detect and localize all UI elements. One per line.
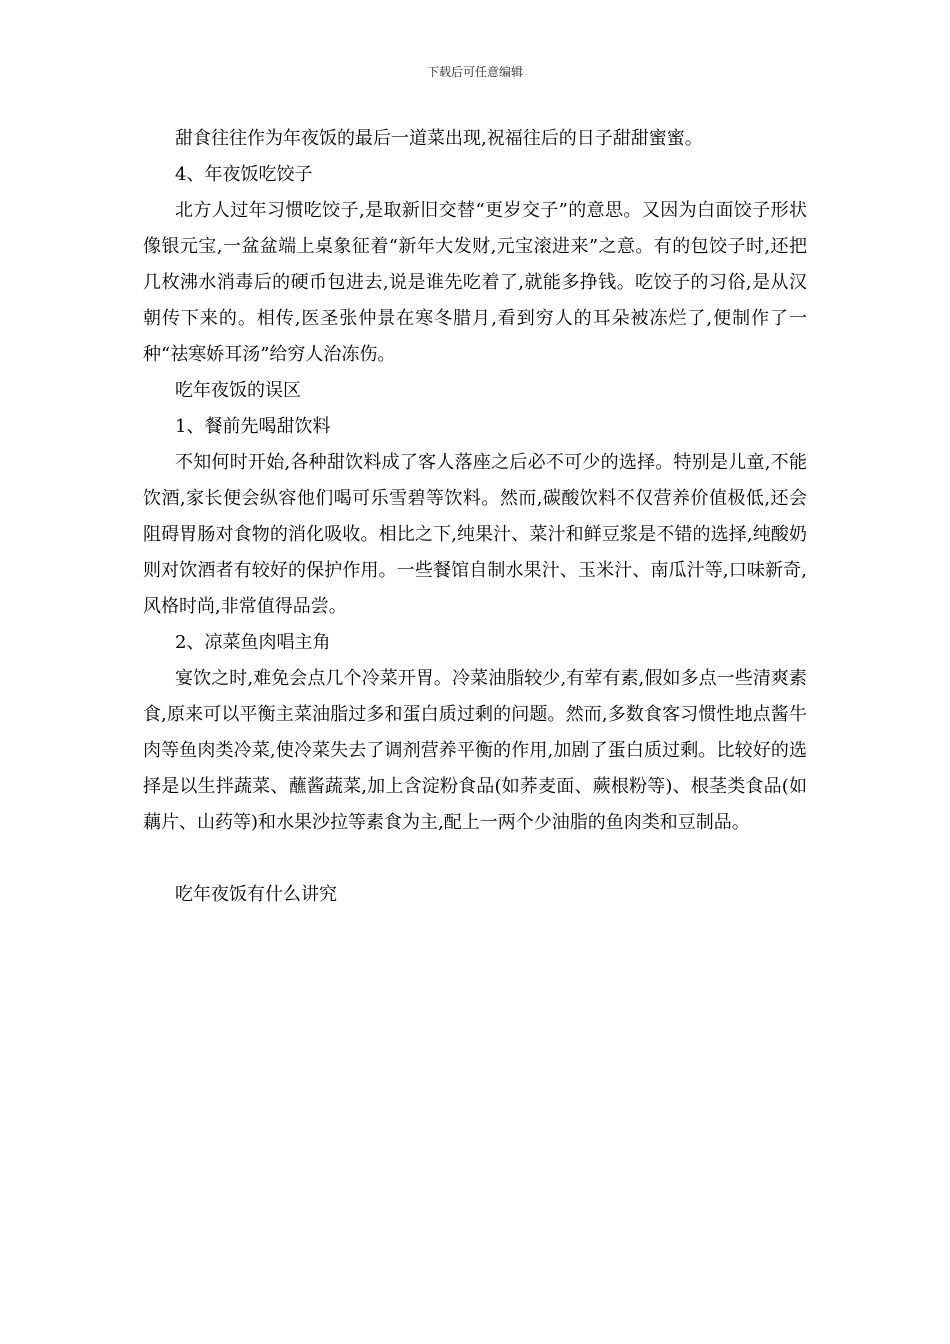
- heading-customs: 吃年夜饭有什么讲究: [175, 884, 337, 905]
- document-body: [143, 121, 807, 913]
- heading-misconceptions: 吃年夜饭的误区: [175, 380, 301, 401]
- paragraph-cold-dishes: 宴饮之时,难免会点几个冷菜开胃。冷菜油脂较少,有荤有素,假如多点一些清爽素食,原来可以平衡主菜油脂过多和蛋白质过剩的问题。然而,多数食客习惯性地点酱牛肉等鱼肉类冷菜,使冷菜失去了调剂营养平衡的作用,加剧了蛋白质过剩。比较好的选择是以生拌蔬菜、蘸酱蔬菜,加上含淀粉食品(如荞麦面、蕨根粉等)、根茎类食品(如藕片、山药等)和水果沙拉等素食为主,配上一两个少油脂的鱼肉类和豆制品。: [143, 668, 807, 833]
- heading-sweet-drinks: 1、餐前先喝甜饮料: [175, 416, 331, 437]
- paragraph-dumplings: 北方人过年习惯吃饺子,是取新旧交替“更岁交子”的意思。又因为白面饺子形状像银元宝,一盆盆端上桌象征着“新年大发财,元宝滚进来”之意。有的包饺子时,还把几枚沸水消毒后的硬币包进去,说是谁先吃着了,就能多挣钱。吃饺子的习俗,是从汉朝传下来的。相传,医圣张仲景在寒冬腊月,看到穷人的耳朵被冻烂了,便制作了一种“祛寒娇耳汤”给穷人治冻伤。: [143, 200, 807, 365]
- paragraph-sweet-drinks: 不知何时开始,各种甜饮料成了客人落座之后必不可少的选择。特别是儿童,不能饮酒,家长便会纵容他们喝可乐雪碧等饮料。然而,碳酸饮料不仅营养价值极低,还会阻碍胃肠对食物的消化吸收。相比之下,纯果汁、菜汁和鲜豆浆是不错的选择,纯酸奶则对饮酒者有较好的保护作用。一些餐馆自制水果汁、玉米汁、南瓜汁等,口味新奇,风格时尚,非常值得品尝。: [143, 452, 807, 617]
- page-header: 下载后可任意编辑: [426, 65, 523, 79]
- heading-cold-dishes: 2、凉菜鱼肉唱主角: [175, 632, 331, 653]
- paragraph-sweets: 甜食往往作为年夜饭的最后一道菜出现,祝福往后的日子甜甜蜜蜜。: [175, 128, 703, 149]
- heading-dumplings: 4、年夜饭吃饺子: [175, 164, 313, 185]
